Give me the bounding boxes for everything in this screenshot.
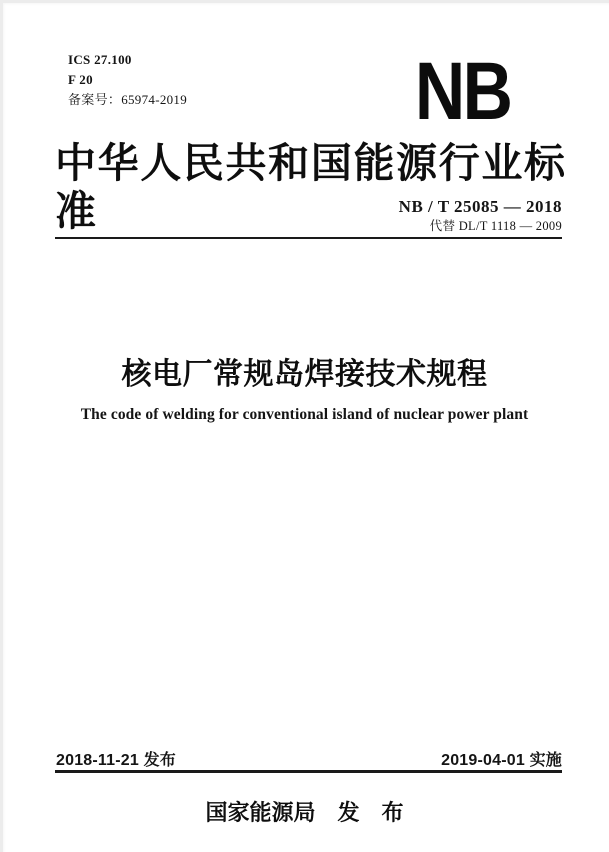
implementation-date: 2019-04-01 实施: [441, 752, 562, 769]
publish-label: 发 布: [337, 800, 404, 825]
standard-number-block: [399, 197, 562, 234]
standard-number: NB / T 25085 — 2018: [398, 197, 562, 216]
publisher-row: [0, 796, 609, 827]
standard-category-title: 中华人民共和国能源行业标准: [55, 140, 565, 234]
nb-logo: NB: [414, 46, 510, 137]
date-row: [56, 747, 562, 770]
standard-title-en: The code of welding for conventional island of nuclear power plant: [80, 406, 529, 423]
issue-date: 2018-11-21 发布: [56, 752, 177, 769]
footer-divider: [55, 770, 562, 773]
header-divider: [55, 237, 562, 239]
doc-class-code: F 20: [68, 72, 93, 87]
standard-title-zh: 核电厂常规岛焊接技术规程: [121, 358, 488, 391]
issuing-authority: 国家能源局: [205, 800, 316, 825]
document-meta: [68, 50, 187, 110]
ics-code: ICS 27.100: [68, 52, 132, 67]
record-number: 备案号：65974-2019: [68, 92, 188, 107]
replaced-standard: 代替 DL/T 1118 — 2009: [429, 219, 562, 233]
